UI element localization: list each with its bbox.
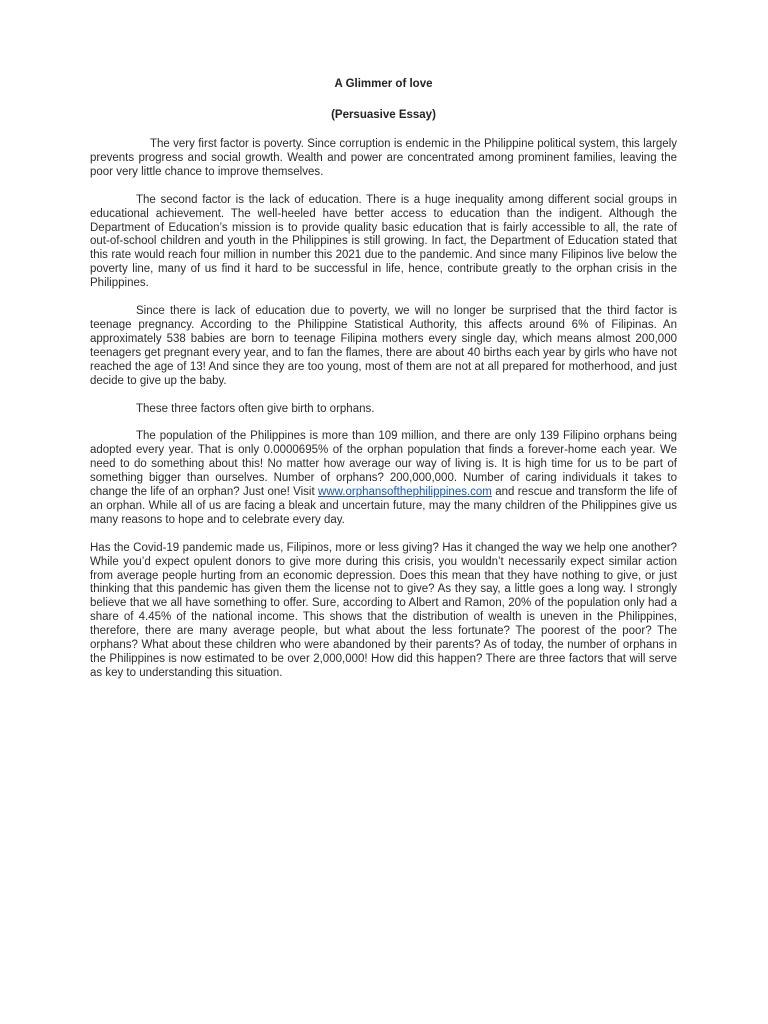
paragraph-covid: Has the Covid-19 pandemic made us, Filipinos, more or less giving? Has it changed the way we help one another? While you’d expect opulent donors to give more during this crisis, you wouldn’t necessarily expect similar action from average people hurting from an economic depression. Does this mean that they have nothing to give, or just thinking that this pandemic has given them the license not to give? As they say, a little goes a long way. I strongly believe that we all have something to offer. Sure, according to Albert and Ramon, 20% of the population only had a share of 4.45% of the national income. This shows that the distribution of wealth is uneven in the Philippines, therefore, there are many average people, but what about the less fortunate? The poorest of the poor? The orphans? What about these children who were abandoned by their parents? As of today, the number of orphans in the Philippines is now estimated to be over 2,000,000! How did this happen? There are three factors that will serve as key to understanding this situation. <box>90 541 677 679</box>
paragraph-poverty: The very first factor is poverty. Since corruption is endemic in the Philippine political system, this largely prevents progress and social growth. Wealth and power are concentrated among prominent families, leaving the poor very little chance to improve themselves. <box>90 138 677 178</box>
paragraph-education: The second factor is the lack of education. There is a huge inequality among different social groups in educational achievement. The well-heeled have better access to education than the indigent. Although the Department of Education’s mission is to provide quality basic education that is fairly accessible to all, the rate of out-of-school children and youth in the Philippines is still growing. In fact, the Department of Education stated that this rate would reach four million in number this 2021 due to the pandemic. And since many Filipinos live below the poverty line, many of us find it hard to be successful in life, hence, contribute greatly to the orphan crisis in the Philippines. <box>90 193 677 290</box>
essay-title: A Glimmer of love <box>334 78 433 90</box>
paragraph-population-text-before: The population of the Philippines is more than 109 million, and there are only 139 Filipino orphans being adopted every year. That is only 0.0000695% of the orphan population that finds a forever-home each year. We need to do something about this! No matter how average our way of living is. It is high time for us to be part of something bigger than ourselves. Number of orphans? 200,000,000. Number of caring individuals it takes to change the life of an orphan? Just one! Visit <box>90 430 677 499</box>
essay-subtitle: (Persuasive Essay) <box>331 109 436 121</box>
paragraph-population <box>90 430 677 527</box>
paragraph-three-factors: These three factors often give birth to orphans. <box>136 402 375 415</box>
orphans-website-link[interactable]: www.orphansofthephilippines.com <box>318 486 492 499</box>
paragraph-teen-pregnancy: Since there is lack of education due to poverty, we will no longer be surprised that the third factor is teenage pregnancy. According to the Philippine Statistical Authority, this affects around 6% of Filipinas. An approximately 538 babies are born to teenage Filipina mothers every single day, which means almost 200,000 teenagers get pregnant every year, and to fan the flames, there are about 40 births each year by girls who have not reached the age of 13! And since they are too young, most of them are not at all prepared for motherhood, and just decide to give up the baby. <box>90 305 677 387</box>
document-page <box>90 77 677 681</box>
paragraph-population-text-after: and rescue and transform the life of an orphan. While all of us are facing a bleak and uncertain future, may the many children of the Philippines give us many reasons to hope and to celebrate every day. <box>90 486 677 526</box>
